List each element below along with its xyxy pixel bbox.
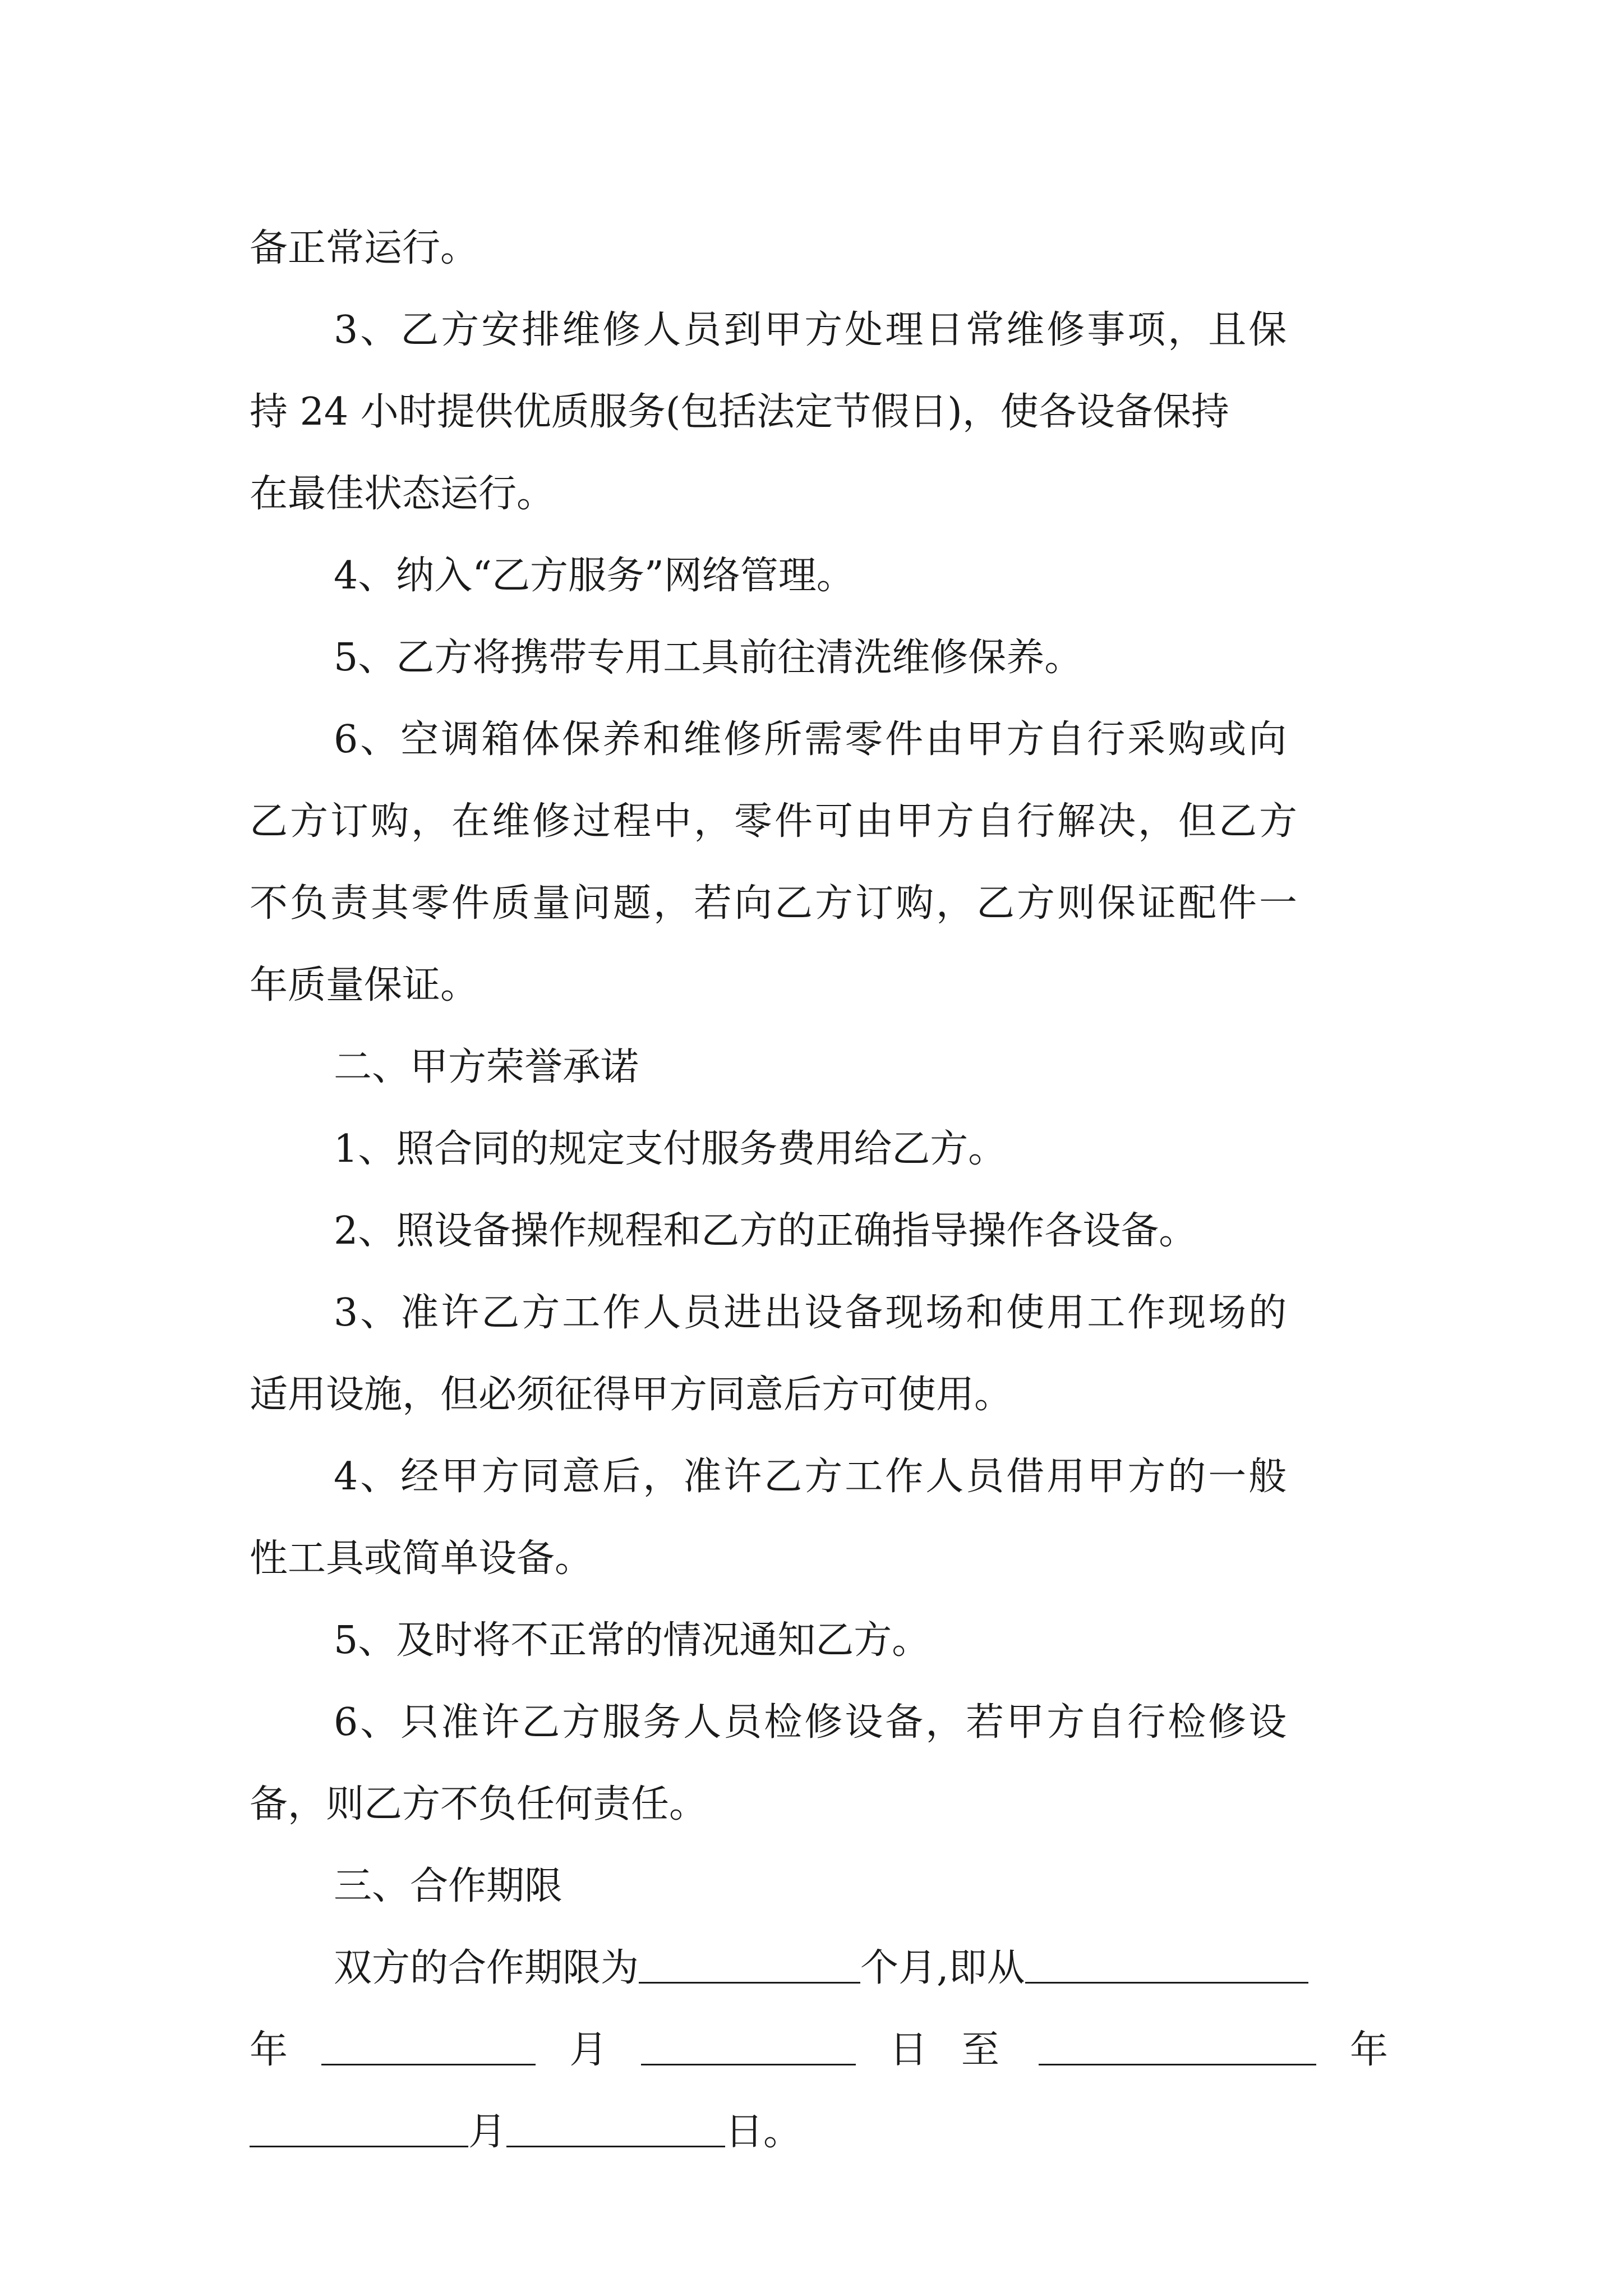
term-line-2 bbox=[250, 2009, 1388, 2091]
year2-label: 年 bbox=[1349, 2028, 1388, 2072]
section-heading bbox=[250, 1846, 1388, 1927]
line-text: 持 24 小时提供优质服务(包括法定节假日)，使各设备保持 bbox=[250, 390, 1229, 434]
months-blank-field[interactable] bbox=[639, 1937, 860, 1984]
line-text: 4、纳入“乙方服务”网络管理。 bbox=[334, 554, 855, 598]
text-line bbox=[250, 1682, 1388, 1764]
start-blank-field[interactable] bbox=[1025, 1937, 1308, 1984]
line-text: 备正常运行。 bbox=[250, 226, 479, 270]
line-text: 3、准许乙方工作人员进出设备现场和使用工作现场的 bbox=[334, 1291, 1289, 1335]
section-heading bbox=[250, 1027, 1388, 1108]
line-text: 乙方订购，在维修过程中，零件可由甲方自行解决，但乙方 bbox=[250, 799, 1300, 844]
months-unit-text: 个月,即从 bbox=[860, 1946, 1025, 1990]
end-day-blank-field[interactable] bbox=[506, 2101, 725, 2147]
start-year-blank-field[interactable] bbox=[321, 2019, 536, 2065]
line-text: 年质量保证。 bbox=[250, 963, 479, 1007]
line-text: 6、只准许乙方服务人员检修设备，若甲方自行检修设 bbox=[334, 1700, 1289, 1745]
line-text: 2、照设备操作规程和乙方的正确指导操作各设备。 bbox=[334, 1209, 1197, 1253]
text-line bbox=[250, 289, 1388, 371]
line-text: 不负责其零件质量问题，若向乙方订购，乙方则保证配件一 bbox=[250, 881, 1300, 926]
text-line bbox=[250, 1436, 1388, 1518]
text-line bbox=[250, 208, 1388, 289]
term-lead-text: 双方的合作期限为 bbox=[334, 1946, 639, 1990]
text-line bbox=[250, 1108, 1388, 1190]
line-text: 6、空调箱体保养和维修所需零件由甲方自行采购或向 bbox=[334, 717, 1289, 762]
line-text: 5、及时将不正常的情况通知乙方。 bbox=[334, 1618, 930, 1663]
line-text: 性工具或简单设备。 bbox=[250, 1536, 593, 1581]
end-year-blank-field[interactable] bbox=[1039, 2019, 1316, 2065]
text-line bbox=[250, 1354, 1388, 1436]
heading-text: 三、合作期限 bbox=[334, 1864, 563, 1908]
line-text: 5、乙方将携带专用工具前往清洗维修保养。 bbox=[334, 636, 1083, 680]
heading-text: 二、甲方荣誉承诺 bbox=[334, 1045, 639, 1089]
line-text: 在最佳状态运行。 bbox=[250, 472, 555, 516]
text-line bbox=[250, 1190, 1388, 1272]
term-line-1 bbox=[250, 1927, 1388, 2009]
text-line bbox=[250, 699, 1388, 781]
line-text: 适用设施，但必须征得甲方同意后方可使用。 bbox=[250, 1373, 1013, 1417]
text-line bbox=[250, 371, 1388, 453]
month-label: 月 bbox=[569, 2028, 608, 2072]
line-text: 4、经甲方同意后，准许乙方工作人员借用甲方的一般 bbox=[334, 1455, 1289, 1499]
month2-label: 月 bbox=[468, 2110, 507, 2154]
day-to-label: 日至 bbox=[889, 2028, 1033, 2072]
term-line-3 bbox=[250, 2091, 1388, 2173]
line-text: 1、照合同的规定支付服务费用给乙方。 bbox=[334, 1127, 1007, 1171]
text-line bbox=[250, 1600, 1388, 1682]
text-line bbox=[250, 453, 1388, 535]
day-end-label: 日。 bbox=[725, 2110, 802, 2154]
line-text: 3、乙方安排维修人员到甲方处理日常维修事项，且保 bbox=[334, 308, 1289, 352]
start-month-blank-field[interactable] bbox=[641, 2019, 855, 2065]
text-line bbox=[250, 1272, 1388, 1354]
line-text: 备，则乙方不负任何责任。 bbox=[250, 1782, 708, 1826]
text-line bbox=[250, 617, 1388, 699]
text-line bbox=[250, 535, 1388, 617]
text-line bbox=[250, 1764, 1388, 1846]
text-line bbox=[250, 945, 1388, 1027]
document-body bbox=[250, 208, 1388, 2173]
text-line bbox=[250, 781, 1388, 863]
text-line bbox=[250, 1518, 1388, 1600]
end-month-blank-field[interactable] bbox=[250, 2101, 468, 2147]
year-label: 年 bbox=[250, 2028, 288, 2072]
text-line bbox=[250, 863, 1388, 945]
